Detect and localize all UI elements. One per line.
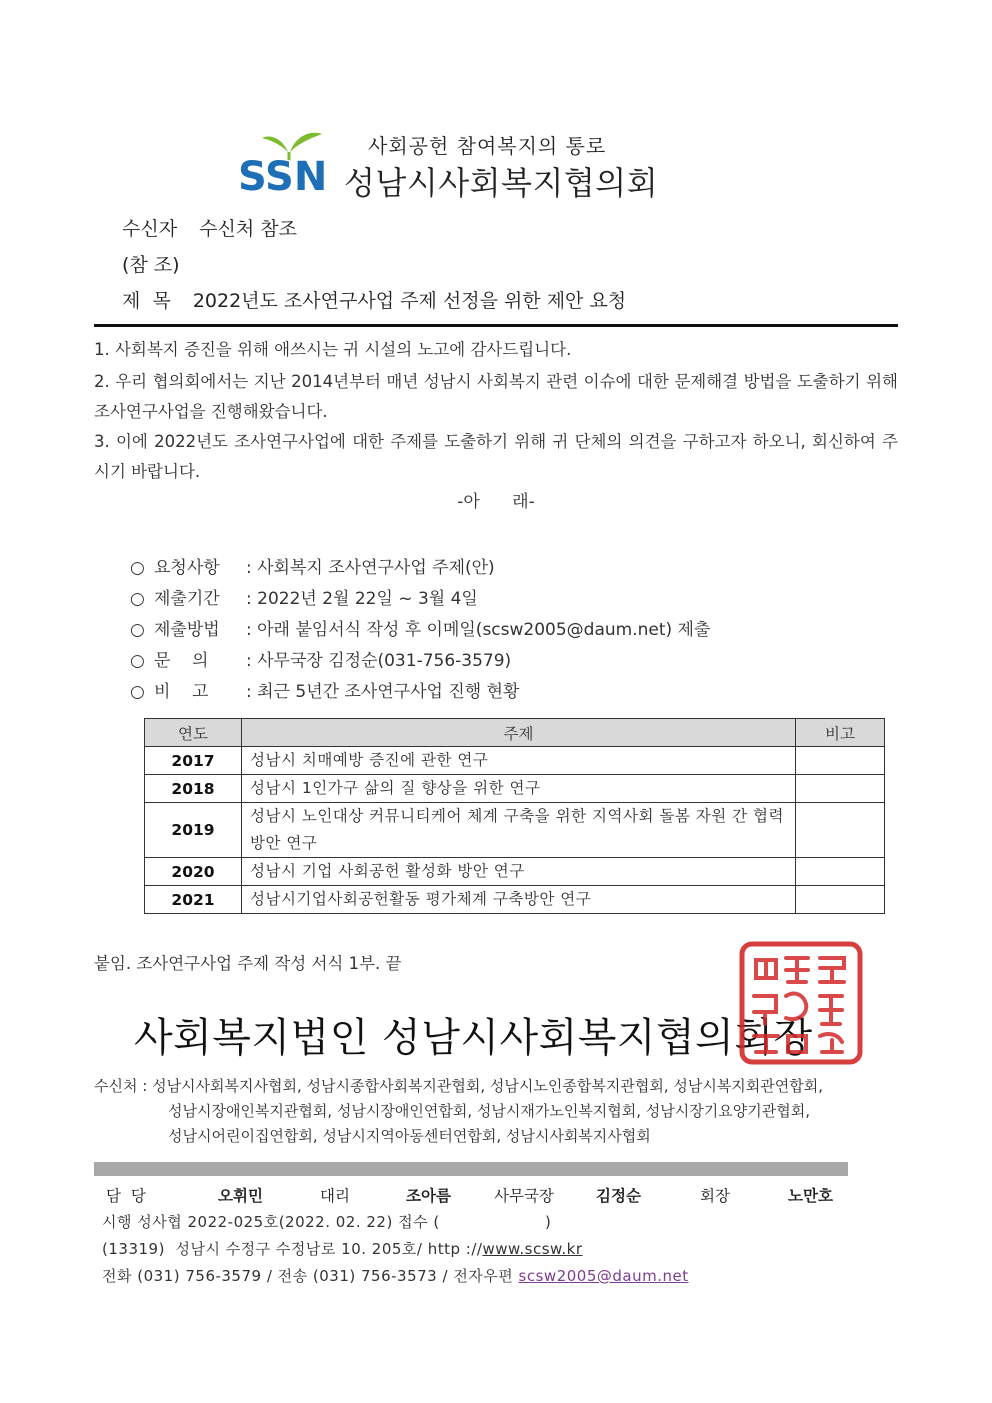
paragraph-2: 2. 우리 협의회에서는 지난 2014년부터 매년 성남시 사회복지 관련 이슈에 대한 문제해결 방법을 도출하기 위해 조사연구사업을 진행해왔습니다. bbox=[94, 372, 898, 421]
website-link[interactable]: www.scsw.kr bbox=[482, 1240, 583, 1258]
table-header-row bbox=[145, 719, 885, 747]
cell-year: 2021 bbox=[145, 886, 242, 914]
logo-text: SSN bbox=[238, 154, 328, 194]
cell-title: 성남시 노인대상 커뮤니티케어 체계 구축을 위한 지역사회 돌봄 자원 간 협력방안 연구 bbox=[242, 803, 796, 858]
approval-role: 대리 bbox=[320, 1187, 350, 1205]
cell-title: 성남시 기업 사회공헌 활성화 방안 연구 bbox=[242, 858, 796, 886]
recipient-label: 수신자 bbox=[122, 218, 178, 240]
item-value: : 사무국장 김정순(031-756-3579) bbox=[246, 651, 512, 671]
item-method bbox=[130, 615, 710, 646]
separator-bar bbox=[94, 1162, 848, 1176]
item-inquiry bbox=[130, 646, 710, 677]
table-row bbox=[145, 803, 885, 858]
sprout-icon bbox=[236, 128, 332, 194]
recipients-label: 수신처 : bbox=[94, 1077, 148, 1095]
subject-line bbox=[122, 286, 626, 313]
recipients-line-2: 성남시장애인복지관협회, 성남시장애인연합회, 성남시재가노인복지협회, 성남시장기요양기관협회, bbox=[168, 1102, 810, 1120]
cell-note bbox=[796, 858, 885, 886]
ssn-logo bbox=[236, 128, 332, 194]
approval-role: 회장 bbox=[700, 1187, 730, 1205]
cell-title: 성남시기업사회공헌활동 평가체계 구축방안 연구 bbox=[242, 886, 796, 914]
approval-role: 담 당 bbox=[106, 1187, 146, 1205]
approval-name: 오휘민 bbox=[218, 1187, 263, 1205]
item-value: : 2022년 2월 22일 ~ 3월 4일 bbox=[246, 589, 478, 609]
attachment-line: 붙임. 조사연구사업 주제 작성 서식 1부. 끝 bbox=[94, 954, 402, 973]
table-row bbox=[145, 747, 885, 775]
approval-name: 노만호 bbox=[788, 1187, 833, 1205]
cell-title: 성남시 1인가구 삶의 질 향상을 위한 연구 bbox=[242, 775, 796, 803]
item-period bbox=[130, 584, 710, 615]
paragraph-3: 3. 이에 2022년도 조사연구사업에 대한 주제를 도출하기 위해 귀 단체의 의견을 구하고자 하오니, 회신하여 주시기 바랍니다. bbox=[94, 432, 898, 481]
cell-note bbox=[796, 747, 885, 775]
approval-role: 사무국장 bbox=[494, 1187, 554, 1205]
contact-line bbox=[102, 1265, 689, 1286]
address-line bbox=[102, 1238, 583, 1259]
circle-icon: ○ bbox=[130, 682, 145, 702]
cell-year: 2020 bbox=[145, 858, 242, 886]
recipients-line-3: 성남시어린이집연합회, 성남시지역아동센터연합회, 성남시사회복지사협회 bbox=[168, 1127, 651, 1145]
subject-value: 2022년도 조사연구사업 주제 선정을 위한 제안 요청 bbox=[192, 290, 627, 312]
address-text: (13319) 성남시 수정구 수정남로 10. 205호/ http :// bbox=[102, 1240, 483, 1258]
enforcement-line: 시행 성사협 2022-025호(2022. 02. 22) 접수 ( ) bbox=[102, 1213, 552, 1231]
item-value: : 아래 붙임서식 작성 후 이메일(scsw2005@daum.net) 제출 bbox=[246, 620, 711, 640]
divider bbox=[94, 324, 898, 327]
col-topic: 주제 bbox=[242, 719, 796, 747]
org-name: 성남시사회복지협의회 bbox=[344, 164, 659, 202]
cell-year: 2017 bbox=[145, 747, 242, 775]
recipients-list: 성남시사회복지사협회, 성남시종합사회복지관협회, 성남시노인종합복지관협회, 성남시복지회관연합회, bbox=[152, 1077, 824, 1095]
recipient-value: 수신처 참조 bbox=[199, 218, 297, 240]
request-items bbox=[130, 553, 710, 708]
item-label: 제출방법 bbox=[154, 620, 220, 640]
contact-text: 전화 (031) 756-3579 / 전송 (031) 756-3573 / 전자우편 bbox=[102, 1267, 519, 1285]
item-label: 문 의 bbox=[154, 651, 209, 671]
cell-note bbox=[796, 886, 885, 914]
notice-heading: -아 래- bbox=[457, 492, 535, 512]
col-note: 비고 bbox=[796, 719, 885, 747]
recipient-line bbox=[122, 214, 297, 241]
item-request bbox=[130, 553, 710, 584]
cell-title: 성남시 치매예방 증진에 관한 연구 bbox=[242, 747, 796, 775]
research-table bbox=[144, 718, 885, 914]
item-label: 비 고 bbox=[154, 682, 209, 702]
item-value: : 사회복지 조사연구사업 주제(안) bbox=[246, 558, 495, 578]
cell-note bbox=[796, 775, 885, 803]
approval-line bbox=[94, 1184, 854, 1206]
sender-name: 사회복지법인 성남시사회복지협의회장 bbox=[134, 1015, 813, 1061]
circle-icon: ○ bbox=[130, 589, 145, 609]
col-year: 연도 bbox=[145, 719, 242, 747]
paragraph-1: 1. 사회복지 증진을 위해 애쓰시는 귀 시설의 노고에 감사드립니다. bbox=[94, 340, 572, 359]
recipients-block bbox=[94, 1074, 823, 1149]
circle-icon: ○ bbox=[130, 558, 145, 578]
item-label: 요청사항 bbox=[154, 558, 220, 578]
reference-line: (참 조) bbox=[122, 254, 180, 276]
approval-name: 김정순 bbox=[596, 1187, 641, 1205]
slogan: 사회공헌 참여복지의 통로 bbox=[368, 134, 607, 158]
item-value: : 최근 5년간 조사연구사업 진행 현황 bbox=[246, 682, 520, 702]
table-row bbox=[145, 886, 885, 914]
circle-icon: ○ bbox=[130, 620, 145, 640]
email-link[interactable]: scsw2005@daum.net bbox=[518, 1267, 689, 1285]
item-label: 제출기간 bbox=[154, 589, 220, 609]
cell-year: 2018 bbox=[145, 775, 242, 803]
item-remarks bbox=[130, 677, 710, 708]
cell-year: 2019 bbox=[145, 803, 242, 858]
recipients-line-1 bbox=[94, 1074, 823, 1099]
subject-label: 제 목 bbox=[122, 290, 171, 312]
approval-name: 조아름 bbox=[406, 1187, 451, 1205]
table-row bbox=[145, 775, 885, 803]
seal-icon bbox=[736, 940, 866, 1066]
official-seal bbox=[736, 940, 866, 1066]
cell-note bbox=[796, 803, 885, 858]
table-row bbox=[145, 858, 885, 886]
circle-icon: ○ bbox=[130, 651, 145, 671]
